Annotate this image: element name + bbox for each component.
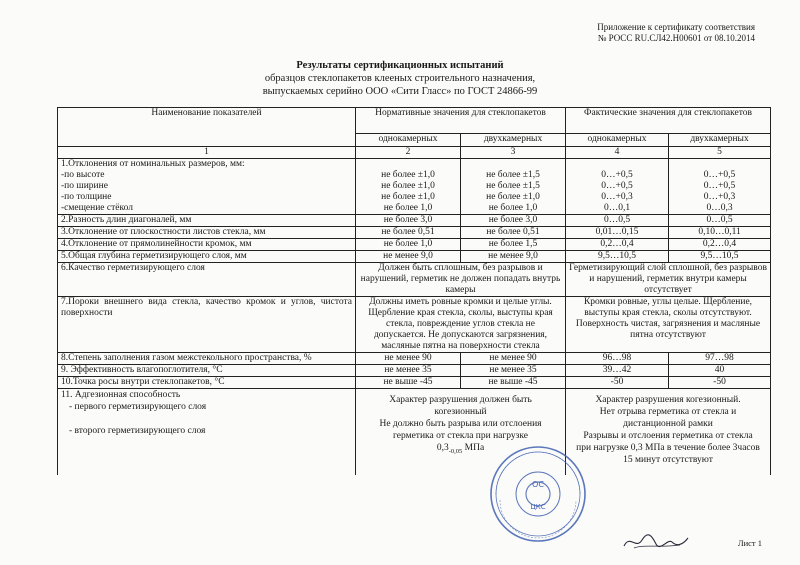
appendix-note (597, 22, 755, 44)
table-row-1 (58, 159, 771, 215)
cell-value: 9,5…10,5 (669, 251, 771, 263)
document-subtitle-1: образцов стеклопакетов клееных строительного назначения, (264, 73, 536, 84)
cell-value: не более 1,0 (488, 203, 538, 213)
row1-normative-single (356, 159, 461, 215)
row11-title: 11. Адгезионная способность (61, 390, 181, 400)
load-value: 0,3 (436, 443, 449, 453)
cell-value: не более ±1,0 (381, 192, 435, 202)
cell-value: не менее 9,0 (461, 251, 566, 263)
row1-item-label: -смещение стёкол (61, 203, 133, 213)
table-row-11 (58, 389, 771, 475)
row-label: 2.Разность длин диагоналей, мм (58, 215, 356, 227)
header-actual-double: двухкамерных (669, 134, 771, 147)
row1-normative-double (461, 159, 566, 215)
row-label: 5.Общая глубина герметизирующего слоя, мм (58, 251, 356, 263)
cell-value: 0…+0,3 (601, 192, 633, 202)
cell-value: не более 1,0 (383, 203, 433, 213)
cell-value: не более ±1,0 (381, 170, 435, 180)
row11-actual-line: при нагрузке 0,3 МПа в течение более 3часов (576, 443, 760, 453)
row-label: 4.Отклонение от прямолинейности кромок, мм (58, 239, 356, 251)
cell-value: не менее 90 (356, 353, 461, 365)
cell-value: не более ±1,0 (486, 192, 540, 202)
cell-value: 0,2…0,4 (566, 239, 669, 251)
cell-value: не более 0,51 (461, 227, 566, 239)
load-tolerance: -0,05 (448, 447, 463, 455)
column-number-row (58, 147, 771, 159)
row11-actual-line: дистанционной рамки (623, 419, 713, 429)
row1-labels (58, 159, 356, 215)
cell-value: 0…0,1 (603, 203, 631, 213)
row1-item-label: -по толщине (61, 192, 112, 202)
row11-normative-line: Характер разрушения должен быть (389, 395, 532, 405)
cell-value: 0…0,5 (669, 215, 771, 227)
cell-value: не более 3,0 (461, 215, 566, 227)
cell-value: не более ±1,5 (486, 170, 540, 180)
table-row-2 (58, 215, 771, 227)
row1-title: 1.Отклонения от номинальных размеров, мм: (61, 159, 245, 169)
row11-normative-line: герметика от стекла при нагрузке (392, 431, 529, 441)
cell-value: 0…0,5 (566, 215, 669, 227)
col-num-4: 4 (566, 147, 669, 159)
cell-value: не более 1,0 (356, 239, 461, 251)
cell-value: 0,10…0,11 (669, 227, 771, 239)
table-row-8 (58, 353, 771, 365)
cell-value: не более 3,0 (356, 215, 461, 227)
appendix-line-1: Приложение к сертификату соответствия (597, 22, 755, 32)
cell-value: не выше -45 (356, 377, 461, 389)
cell-value: 39…42 (566, 365, 669, 377)
table-row-4 (58, 239, 771, 251)
appendix-line-2: № РОСС RU.CЛ42.H00601 от 08.10.2014 (597, 33, 755, 43)
cell-value: 40 (669, 365, 771, 377)
row-label: 7.Пороки внешнего вида стекла, качество кромок и углов, чистота поверхности (58, 297, 356, 353)
table-row-10 (58, 377, 771, 389)
cell-value: -50 (669, 377, 771, 389)
row-label: 8.Степень заполнения газом межстекольного пространства, % (58, 353, 356, 365)
signature (620, 530, 690, 552)
cell-value: не менее 90 (461, 353, 566, 365)
table-row-5 (58, 251, 771, 263)
cell-value: -50 (566, 377, 669, 389)
header-normative: Нормативные значения для стеклопакетов (356, 108, 566, 134)
cell-value: 0…+0,5 (601, 170, 633, 180)
col-num-1: 1 (58, 147, 356, 159)
cell-value: не более 1,5 (461, 239, 566, 251)
table-row-3 (58, 227, 771, 239)
stamp-center-top: ОС (532, 480, 544, 489)
header-name: Наименование показателей (58, 108, 356, 147)
row-label: 3.Отклонение от плоскостности листов стекла, мм (58, 227, 356, 239)
row1-item-label: -по высоте (61, 170, 105, 180)
row11-first: - первого герметизирующего слоя (69, 402, 207, 412)
row1-actual-double (669, 159, 771, 215)
cell-value: 9,5…10,5 (566, 251, 669, 263)
col-num-2: 2 (356, 147, 461, 159)
cell-value: 0…+0,3 (703, 192, 736, 202)
sheet-number: Лист 1 (737, 538, 762, 548)
col-num-5: 5 (669, 147, 771, 159)
header-row (58, 108, 771, 134)
cell-value: 97…98 (669, 353, 771, 365)
header-normative-single: однокамерных (356, 134, 461, 147)
row7-actual: Кромки ровные, углы целые. Щербление, выступы края стекла, сколы отсутствуют. Поверхность чистая, загрязнения и масляные пятна отсутствуют (566, 297, 771, 353)
cell-value: не менее 35 (356, 365, 461, 377)
cell-value: не менее 9,0 (356, 251, 461, 263)
cell-value: 0,2…0,4 (669, 239, 771, 251)
cell-value: не более 0,51 (356, 227, 461, 239)
cell-value: 96…98 (566, 353, 669, 365)
load-unit: МПа (462, 443, 485, 453)
row11-actual-line: Характер разрушения когезионный. (595, 395, 741, 405)
row-label: 9. Эффективность влагопоглотителя, °С (58, 365, 356, 377)
document-subtitle-2: выпускаемых серийно ООО «Сити Гласс» по ГОСТ 24866-99 (262, 86, 538, 97)
row1-item-label: -по ширине (61, 181, 108, 191)
document-title: Результаты сертификационных испытаний (296, 60, 504, 71)
cell-value: 0…+0,5 (703, 170, 736, 180)
cell-value: не более ±1,5 (486, 181, 540, 191)
row11-normative-line: Не должно быть разрыва или отслоения (379, 419, 542, 429)
row7-normative: Должны иметь ровные кромки и целые углы. Щербление края стекла, сколы, выступы края стекла, повреждение углов стекла не допускается. Не допускаются загрязнения, масляные пятна на поверхности стекла (356, 297, 566, 353)
col-num-3: 3 (461, 147, 566, 159)
stamp-center-bottom: ЦКС (530, 503, 546, 511)
header-actual: Фактические значения для стеклопакетов (566, 108, 771, 134)
row-label: 10.Точка росы внутри стеклопакетов, °С (58, 377, 356, 389)
row1-actual-single (566, 159, 669, 215)
row11-labels (58, 389, 356, 475)
row-label: 6.Качество герметизирующего слоя (58, 263, 356, 297)
cell-value: 0…+0,5 (601, 181, 633, 191)
table-row-7 (58, 297, 771, 353)
results-table (57, 107, 771, 475)
cell-value: не более ±1,0 (381, 181, 435, 191)
row6-actual: Герметизирующий слой сплошной, без разрывов и нарушений, герметик внутри камеры отсутствует (566, 263, 771, 297)
row6-normative: Должен быть сплошным, без разрывов и нарушений, герметик не должен попадать внутрь камеры (356, 263, 566, 297)
header-normative-double: двухкамерных (461, 134, 566, 147)
row11-second: - второго герметизирующего слоя (69, 426, 206, 436)
cell-value: не выше -45 (461, 377, 566, 389)
row11-actual-line: Разрывы и отслоения герметика от стекла (583, 431, 753, 441)
cell-value: 0…+0,5 (703, 181, 736, 191)
row11-normative-line: когезионный (434, 407, 487, 417)
cell-value: 0,01…0,15 (566, 227, 669, 239)
row11-actual-line: 15 минут отсутствуют (623, 455, 713, 465)
cell-value: 0…0,3 (706, 203, 733, 213)
row11-actual-line: Нет отрыва герметика от стекла и (599, 407, 737, 417)
header-actual-single: однокамерных (566, 134, 669, 147)
table-row-6 (58, 263, 771, 297)
table-row-9 (58, 365, 771, 377)
certification-stamp (488, 444, 588, 544)
cell-value: не менее 35 (461, 365, 566, 377)
row11-actual (566, 389, 771, 475)
